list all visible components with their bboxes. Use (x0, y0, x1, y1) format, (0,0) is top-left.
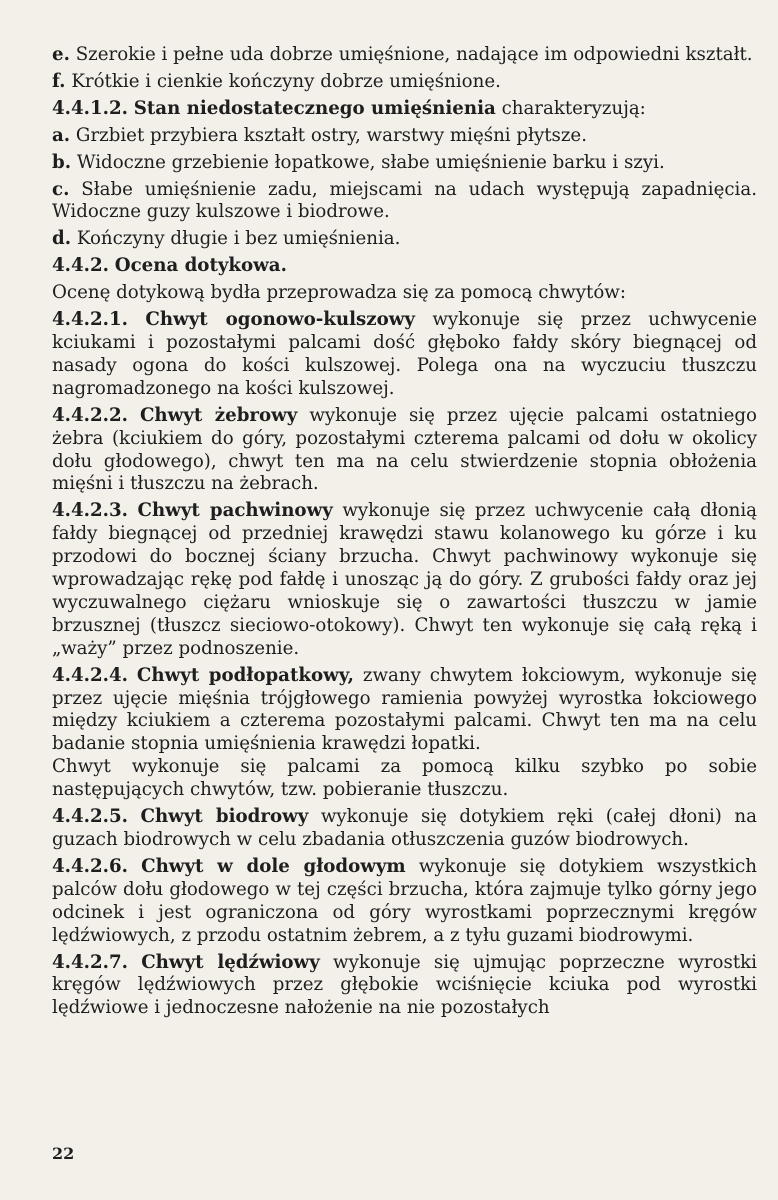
section-4-4-2-7: 4.4.2.7. Chwyt lędźwiowy wykonuje się ujmując poprzeczne wyrostki kręgów lędźwiowych przez głębokie wciśnięcie kciuka pod wyrostki lędźwiowe i jednoczesne nałożenie na nie pozostałych (52, 951, 757, 1019)
section-4-4-2-6: 4.4.2.6. Chwyt w dole głodowym wykonuje się dotykiem wszystkich palców dołu głodowego w tej części brzucha, która zajmuje tylko górny jego odcinek i jest ograniczona od góry wyrostkami poprzecznymi kręgów lędźwiowych, z przodu ostatnim żebrem, a z tyłu guzami biodrowymi. (52, 855, 758, 946)
paragraph-c: c. Słabe umięśnienie zadu, miejscami na udach występują zapadnięcia. Widoczne guzy kulszowe i biodrowe. (52, 178, 757, 223)
section-4-4-2-1: 4.4.2.1. Chwyt ogonowo-kulszowy wykonuje się przez uchwycenie kciukami i pozostałymi palcami dość głęboko fałdy skóry biegnącej od nasady ogona do kości kulszowej. Polega ona na wyczuciu tłuszczu nagromadzonego na kości kulszowej. (52, 309, 757, 399)
paragraph-f: f. Krótkie i cienkie kończyny dobrze umięśnione. (52, 70, 501, 92)
section-4-4-2-3: 4.4.2.3. Chwyt pachwinowy wykonuje się przez uchwycenie całą dłonią fałdy biegnącej od przedniej krawędzi stawu kolanowego ku górze i ku przodowi do bocznej ściany brzucha. Chwyt pachwinowy wykonuje się wprowadzając rękę pod fałdę i unosząc ją do góry. Z grubości fałdy oraz jej wyczuwalnego ciężaru wnioskuje się o zawartości tłuszczu w jamie brzusznej (tłuszcz sieciowo-otokowy). Chwyt ten wykonuje się całą ręką i „waży” przez podnoszenie. (52, 500, 757, 659)
section-4-4-1-2: 4.4.1.2. Stan niedostatecznego umięśnienia charakteryzują: (52, 97, 646, 119)
paragraph-a: a. Grzbiet przybiera kształt ostry, warstwy mięśni płytsze. (52, 124, 587, 146)
paragraph-continuation: Chwyt wykonuje się palcami za pomocą kilku szybko po sobie następujących chwytów, tzw. pobieranie tłuszczu. (52, 756, 757, 801)
paragraph-b: b. Widoczne grzebienie łopatkowe, słabe umięśnienie barku i szyi. (52, 151, 665, 173)
paragraph-e: e. Szerokie i pełne uda dobrze umięśnione, nadające im odpowiedni kształt. (52, 44, 753, 65)
section-4-4-2: 4.4.2. Ocena dotykowa. (52, 255, 287, 277)
section-4-4-2-2: 4.4.2.2. Chwyt żebrowy wykonuje się przez ujęcie palcami ostatniego żebra (kciukiem do góry, pozostałymi czterema palcami od dołu w okolicy dołu głodowego), chwyt ten ma na celu stwierdzenie stopnia obłożenia mięśni i tłuszczu na żebrach. (52, 404, 757, 495)
paragraph-d: d. Kończyny długie i bez umięśnienia. (52, 228, 401, 250)
intro-paragraph: Ocenę dotykową bydła przeprowadza się za pomocą chwytów: (52, 282, 626, 304)
section-4-4-2-5: 4.4.2.5. Chwyt biodrowy wykonuje się dotykiem ręki (całej dłoni) na guzach biodrowych w celu zbadania otłuszczenia guzów biodrowych. (52, 806, 757, 850)
page-body (52, 44, 757, 1024)
section-4-4-2-4: 4.4.2.4. Chwyt podłopatkowy, zwany chwytem łokciowym, wykonuje się przez ujęcie mięśnia trójgłowego ramienia powyżej wyrostka łokciowego między kciukiem a czterema pozostałymi palcami. Chwyt ten ma na celu badanie stopnia umięśnienia krawędzi łopatki. (52, 664, 757, 755)
page-number: 22 (52, 1144, 75, 1163)
